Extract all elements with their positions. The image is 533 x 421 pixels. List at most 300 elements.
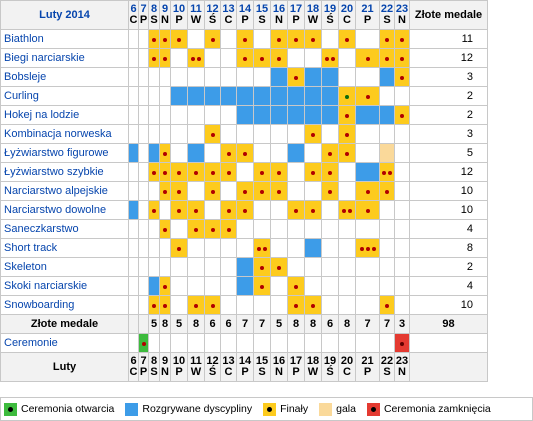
discipline-link[interactable]: Hokej na lodzie	[1, 106, 129, 125]
weekday-letter: P	[363, 366, 372, 378]
day-header[interactable]	[171, 353, 188, 382]
empty-cell	[171, 258, 188, 277]
empty-cell	[410, 334, 488, 353]
discipline-link[interactable]: Bobsleje	[1, 68, 129, 87]
empty-cell	[322, 201, 339, 220]
empty-cell	[129, 49, 139, 68]
empty-cell	[149, 106, 160, 125]
discipline-row	[1, 277, 488, 296]
final-day-cell	[254, 163, 271, 182]
final-dots	[162, 33, 168, 45]
day-header[interactable]	[380, 353, 395, 382]
empty-cell	[160, 258, 171, 277]
ceremony-label: Ceremonie	[1, 334, 129, 353]
weekday-letter: Ś	[326, 14, 334, 26]
day-header[interactable]	[254, 353, 271, 382]
daily-medal-count: 8	[305, 315, 322, 334]
final-dots	[399, 52, 405, 64]
final-day-cell	[380, 296, 395, 315]
empty-cell	[188, 106, 205, 125]
final-day-cell	[188, 163, 205, 182]
final-dots	[190, 52, 202, 64]
day-number: 10	[172, 3, 186, 15]
day-number: 17	[289, 355, 303, 367]
empty-cell	[395, 258, 410, 277]
weekday-letter: N	[398, 366, 406, 378]
final-dots	[365, 185, 371, 197]
empty-cell	[395, 201, 410, 220]
weekday-letter: C	[129, 14, 138, 26]
final-day-cell	[205, 182, 221, 201]
legend-item	[1, 403, 114, 416]
gold-count: 3	[410, 68, 488, 87]
weekday-letter: C	[343, 14, 351, 26]
day-header[interactable]	[322, 1, 339, 30]
empty-cell	[356, 68, 380, 87]
empty-cell	[129, 87, 139, 106]
competition-day-cell	[129, 201, 139, 220]
empty-cell	[129, 163, 139, 182]
final-dots	[162, 147, 168, 159]
final-day-cell	[395, 68, 410, 87]
empty-cell	[129, 258, 139, 277]
final-day-cell	[339, 144, 356, 163]
gold-count: 10	[410, 182, 488, 201]
gold-count: 12	[410, 163, 488, 182]
final-dots	[276, 261, 282, 273]
day-header[interactable]	[188, 1, 205, 30]
medal-row-label: Złote medale	[1, 315, 129, 334]
gala-cell	[380, 144, 395, 163]
empty-cell	[254, 220, 271, 239]
discipline-link[interactable]: Skoki narciarskie	[1, 277, 129, 296]
final-day-cell	[205, 296, 221, 315]
day-header[interactable]	[188, 353, 205, 382]
final-dots	[151, 299, 157, 311]
legend-item	[316, 403, 356, 416]
day-header[interactable]	[171, 1, 188, 30]
day-number: 18	[306, 355, 320, 367]
gold-count: 11	[410, 30, 488, 49]
competition-day-cell	[288, 106, 305, 125]
empty-cell	[288, 49, 305, 68]
empty-cell	[221, 106, 237, 125]
empty-cell	[356, 220, 380, 239]
medal-total-row	[1, 315, 488, 334]
final-day-cell	[305, 201, 322, 220]
final-dots	[341, 204, 353, 216]
empty-cell	[237, 296, 254, 315]
empty-cell	[188, 334, 205, 353]
final-day-cell	[254, 49, 271, 68]
empty-cell	[149, 258, 160, 277]
final-dots	[276, 166, 282, 178]
empty-cell	[237, 334, 254, 353]
final-day-cell	[339, 125, 356, 144]
empty-cell	[380, 87, 395, 106]
final-day-cell	[149, 30, 160, 49]
empty-cell	[288, 334, 305, 353]
final-day-cell	[288, 68, 305, 87]
final-day-cell	[305, 125, 322, 144]
weekday-letter: W	[307, 14, 319, 26]
legend-swatch	[367, 403, 380, 416]
empty-cell	[305, 220, 322, 239]
final-dots	[256, 242, 268, 254]
final-day-cell	[322, 144, 339, 163]
day-header[interactable]	[149, 1, 160, 30]
daily-medal-count: 8	[160, 315, 171, 334]
day-number: 20	[340, 3, 354, 15]
final-day-cell	[160, 163, 171, 182]
competition-day-cell	[205, 87, 221, 106]
day-number: 7	[140, 3, 147, 15]
empty-cell	[129, 239, 139, 258]
final-dots	[344, 128, 350, 140]
final-day-cell	[171, 30, 188, 49]
day-header[interactable]	[271, 1, 288, 30]
discipline-link[interactable]: Biathlon	[1, 30, 129, 49]
empty-cell	[395, 125, 410, 144]
empty-cell	[149, 239, 160, 258]
empty-cell	[339, 277, 356, 296]
empty-cell	[221, 125, 237, 144]
weekday-letter: W	[307, 366, 319, 378]
day-number: 13	[222, 3, 235, 15]
legend-item	[260, 403, 308, 416]
empty-cell	[149, 220, 160, 239]
final-dots	[276, 52, 282, 64]
table-title: Luty 2014	[1, 1, 129, 30]
weekday-letter: C	[129, 366, 138, 378]
final-day-cell	[160, 49, 171, 68]
discipline-link[interactable]: Short track	[1, 239, 129, 258]
final-dots	[210, 33, 216, 45]
day-header[interactable]	[356, 353, 380, 382]
final-dots	[151, 204, 157, 216]
final-day-cell	[339, 201, 356, 220]
empty-cell	[339, 49, 356, 68]
day-header[interactable]	[271, 353, 288, 382]
day-number: 21	[361, 355, 374, 367]
discipline-row	[1, 49, 488, 68]
weekday-letter: W	[190, 14, 202, 26]
empty-cell	[339, 258, 356, 277]
competition-day-cell	[356, 163, 380, 182]
empty-cell	[356, 258, 380, 277]
final-day-cell	[271, 49, 288, 68]
day-header[interactable]	[395, 1, 410, 30]
final-day-cell	[188, 201, 205, 220]
final-dots	[210, 128, 216, 140]
discipline-row	[1, 239, 488, 258]
gold-count: 3	[410, 125, 488, 144]
discipline-link[interactable]: Kombinacja norweska	[1, 125, 129, 144]
empty-cell	[339, 68, 356, 87]
day-header[interactable]	[339, 353, 356, 382]
empty-cell	[254, 30, 271, 49]
day-header[interactable]	[160, 353, 171, 382]
day-header[interactable]	[129, 353, 139, 382]
final-day-cell	[171, 163, 188, 182]
day-number: 9	[161, 3, 169, 15]
empty-cell	[395, 239, 410, 258]
weekday-letter: P	[292, 14, 300, 26]
empty-cell	[356, 277, 380, 296]
final-dots	[162, 280, 168, 292]
day-number: 15	[255, 355, 269, 367]
discipline-row	[1, 125, 488, 144]
final-day-cell	[254, 239, 271, 258]
empty-cell	[129, 296, 139, 315]
daily-medal-count: 6	[205, 315, 221, 334]
day-header[interactable]	[139, 1, 149, 30]
weekday-letter: P	[241, 14, 249, 26]
empty-cell	[254, 144, 271, 163]
day-header[interactable]	[205, 353, 221, 382]
final-day-cell	[288, 201, 305, 220]
day-header[interactable]	[221, 1, 237, 30]
empty-cell	[149, 68, 160, 87]
empty-cell	[271, 201, 288, 220]
day-header[interactable]	[395, 353, 410, 382]
final-day-cell	[322, 163, 339, 182]
final-day-cell	[221, 144, 237, 163]
final-day-cell	[221, 201, 237, 220]
day-number: 8	[150, 355, 158, 367]
day-header[interactable]	[237, 1, 254, 30]
empty-cell	[237, 125, 254, 144]
final-day-cell	[339, 30, 356, 49]
weekday-letter: S	[383, 14, 391, 26]
day-header[interactable]	[149, 353, 160, 382]
discipline-link[interactable]: Łyżwiarstwo szybkie	[1, 163, 129, 182]
competition-day-cell	[322, 87, 339, 106]
final-dots	[399, 71, 405, 83]
weekday-letter: S	[258, 366, 266, 378]
empty-cell	[380, 258, 395, 277]
day-number: 17	[289, 3, 303, 15]
competition-day-cell	[188, 87, 205, 106]
final-dots	[310, 299, 316, 311]
empty-cell	[305, 258, 322, 277]
empty-cell	[254, 296, 271, 315]
final-dots	[210, 223, 216, 235]
daily-medal-count: 5	[171, 315, 188, 334]
empty-cell	[188, 68, 205, 87]
empty-cell	[188, 125, 205, 144]
day-header[interactable]	[288, 1, 305, 30]
opening-ceremony-cell	[139, 334, 149, 353]
empty-cell	[221, 239, 237, 258]
final-dots	[293, 299, 299, 311]
gold-count: 2	[410, 258, 488, 277]
daily-medal-count: 3	[395, 315, 410, 334]
day-number: 6	[130, 3, 137, 15]
final-dots	[226, 204, 232, 216]
empty-cell	[160, 106, 171, 125]
legend-swatch	[319, 403, 332, 416]
final-day-cell	[205, 125, 221, 144]
discipline-row	[1, 201, 488, 220]
discipline-row	[1, 144, 488, 163]
empty-cell	[129, 277, 139, 296]
weekday-letter: Ś	[326, 366, 334, 378]
empty-cell	[139, 258, 149, 277]
empty-cell	[254, 125, 271, 144]
final-day-cell	[305, 163, 322, 182]
gold-count: 12	[410, 49, 488, 68]
medal-grand-total: 98	[410, 315, 488, 334]
day-header[interactable]	[305, 1, 322, 30]
day-number: 8	[150, 3, 158, 15]
empty-cell	[322, 277, 339, 296]
discipline-row	[1, 163, 488, 182]
empty-cell	[305, 277, 322, 296]
competition-day-cell	[149, 144, 160, 163]
day-header[interactable]	[237, 353, 254, 382]
competition-day-cell	[380, 68, 395, 87]
discipline-link[interactable]: Łyżwiarstwo figurowe	[1, 144, 129, 163]
weekday-letter: P	[241, 366, 249, 378]
empty-cell	[188, 182, 205, 201]
discipline-link[interactable]: Snowboarding	[1, 296, 129, 315]
empty-cell	[205, 239, 221, 258]
final-day-cell	[160, 277, 171, 296]
daily-medal-count	[139, 315, 149, 334]
discipline-row	[1, 30, 488, 49]
day-number: 10	[172, 355, 186, 367]
final-dots	[162, 185, 168, 197]
final-dots	[324, 52, 336, 64]
final-dots	[310, 204, 316, 216]
empty-cell	[139, 144, 149, 163]
empty-cell	[139, 68, 149, 87]
day-header[interactable]	[356, 1, 380, 30]
empty-cell	[254, 334, 271, 353]
empty-cell	[149, 334, 160, 353]
weekday-letter: S	[258, 14, 266, 26]
weekday-letter: C	[224, 366, 233, 378]
empty-cell	[395, 163, 410, 182]
empty-cell	[149, 125, 160, 144]
competition-day-cell	[322, 68, 339, 87]
day-header[interactable]	[160, 1, 171, 30]
empty-cell	[237, 163, 254, 182]
day-header[interactable]	[139, 353, 149, 382]
day-header[interactable]	[380, 1, 395, 30]
final-dots	[384, 185, 390, 197]
final-day-cell	[149, 163, 160, 182]
final-dots	[226, 147, 232, 159]
day-number: 14	[238, 355, 252, 367]
empty-cell	[254, 68, 271, 87]
day-number: 22	[380, 3, 394, 15]
final-day-cell	[305, 30, 322, 49]
empty-cell	[171, 106, 188, 125]
empty-cell	[288, 239, 305, 258]
day-header[interactable]	[288, 353, 305, 382]
final-dots	[226, 223, 232, 235]
empty-cell	[221, 296, 237, 315]
day-header[interactable]	[254, 1, 271, 30]
final-day-cell	[271, 30, 288, 49]
final-dots	[365, 204, 371, 216]
competition-day-cell	[271, 68, 288, 87]
empty-cell	[139, 239, 149, 258]
empty-cell	[356, 125, 380, 144]
final-day-cell	[356, 49, 380, 68]
discipline-link[interactable]: Narciarstwo alpejskie	[1, 182, 129, 201]
final-day-cell	[380, 182, 395, 201]
competition-day-cell	[356, 106, 380, 125]
day-number: 22	[380, 355, 394, 367]
gold-count: 2	[410, 106, 488, 125]
final-day-cell	[380, 49, 395, 68]
final-dots	[327, 185, 333, 197]
final-dots	[193, 299, 199, 311]
daily-medal-count: 8	[188, 315, 205, 334]
final-dots	[327, 166, 333, 178]
legend-label: Ceremonia zamknięcia	[383, 403, 491, 415]
final-day-cell	[254, 277, 271, 296]
empty-cell	[188, 239, 205, 258]
final-dots	[176, 166, 182, 178]
discipline-link[interactable]: Curling	[1, 87, 129, 106]
competition-day-cell	[237, 87, 254, 106]
day-header[interactable]	[221, 353, 237, 382]
final-dots	[151, 52, 157, 64]
day-number: 21	[361, 3, 374, 15]
final-dots	[359, 242, 377, 254]
final-day-cell	[171, 239, 188, 258]
header-row	[1, 1, 488, 30]
discipline-link[interactable]: Saneczkarstwo	[1, 220, 129, 239]
empty-cell	[380, 125, 395, 144]
discipline-link[interactable]: Biegi narciarskie	[1, 49, 129, 68]
daily-medal-count: 5	[149, 315, 160, 334]
final-day-cell	[271, 258, 288, 277]
empty-cell	[356, 144, 380, 163]
final-dots	[399, 109, 405, 121]
day-header[interactable]	[339, 1, 356, 30]
empty-cell	[271, 239, 288, 258]
day-number: 7	[140, 355, 147, 367]
weekday-letter: N	[398, 14, 406, 26]
empty-cell	[160, 239, 171, 258]
empty-cell	[139, 182, 149, 201]
discipline-link[interactable]: Skeleton	[1, 258, 129, 277]
empty-cell	[160, 201, 171, 220]
final-dots	[162, 52, 168, 64]
empty-cell	[305, 182, 322, 201]
day-header[interactable]	[205, 1, 221, 30]
discipline-link[interactable]: Narciarstwo dowolne	[1, 201, 129, 220]
day-header[interactable]	[322, 353, 339, 382]
day-header[interactable]	[129, 1, 139, 30]
final-day-cell	[205, 163, 221, 182]
day-number: 18	[306, 3, 320, 15]
final-day-cell	[149, 296, 160, 315]
competition-day-cell	[149, 277, 160, 296]
final-dots	[293, 204, 299, 216]
day-header[interactable]	[305, 353, 322, 382]
empty-cell	[221, 277, 237, 296]
final-dots	[276, 33, 282, 45]
empty-cell	[271, 277, 288, 296]
daily-medal-count	[129, 315, 139, 334]
final-day-cell	[149, 49, 160, 68]
